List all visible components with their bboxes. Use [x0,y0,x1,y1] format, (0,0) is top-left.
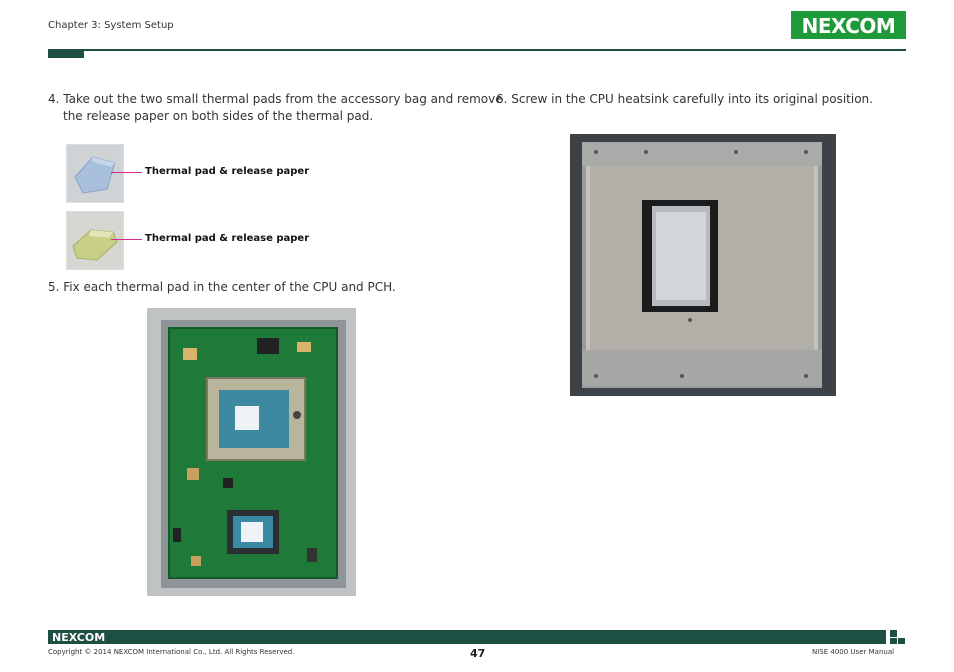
step-5-text: 5. Fix each thermal pad in the center of the CPU and PCH. [48,280,396,294]
manual-name: NISE 4000 User Manual [812,648,895,656]
step-4-text-continued: the release paper on both sides of the thermal pad. [63,109,374,123]
callout-label-1: Thermal pad & release paper [145,166,310,177]
footer-bar [48,630,886,644]
footer-square-3 [898,638,905,644]
step-4-text: 4. Take out the two small thermal pads from the accessory bag and remove [48,92,503,106]
header-accent-bar [48,49,84,58]
footer-square-1 [890,630,897,637]
footer-square-2 [890,638,897,644]
copyright-text: Copyright © 2014 NEXCOM International Co., Ltd. All Rights Reserved. [48,648,295,656]
callout-line-1 [111,172,142,173]
header-divider [48,49,906,51]
nexcom-logo [791,11,906,39]
thermal-pad-photo-2 [66,211,124,270]
page-number: 47 [470,647,486,660]
callout-line-2 [111,239,142,240]
callout-label-2: Thermal pad & release paper [145,233,310,244]
motherboard-photo [147,308,356,596]
chapter-title: Chapter 3: System Setup [48,20,174,31]
footer-logo: NEXCOM [52,631,106,644]
thermal-pad-photo-1 [66,144,124,203]
heatsink-chassis-photo [560,132,848,398]
logo-text: NEXCOM [801,14,896,38]
step-6-text: 6. Screw in the CPU heatsink carefully into its original position. [496,92,873,106]
